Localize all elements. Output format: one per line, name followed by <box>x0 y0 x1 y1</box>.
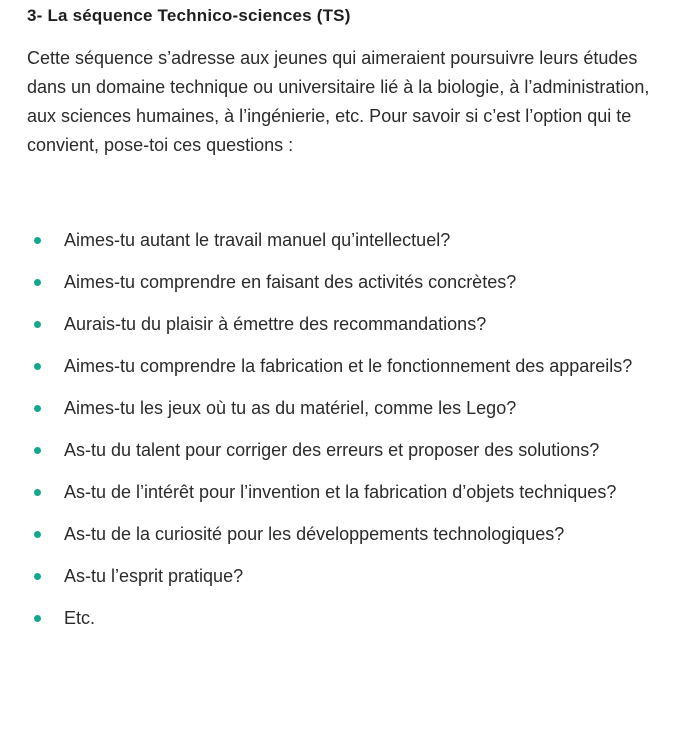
list-item <box>27 520 663 548</box>
question-text: Aimes-tu comprendre la fabrication et le fonctionnement des appareils? <box>64 356 633 376</box>
bullet-icon <box>34 363 41 370</box>
bullet-icon <box>34 573 41 580</box>
question-text: Aimes-tu autant le travail manuel qu’intellectuel? <box>64 230 451 250</box>
list-item <box>27 604 663 632</box>
list-item <box>27 268 663 296</box>
intro-paragraph: Cette séquence s’adresse aux jeunes qui aimeraient poursuivre leurs études dans un domaine technique ou universitaire lié à la biologie, à l’administration, aux sciences humaines, à l’ingénierie, etc. Pour savoir si c’est l’option qui te convient, pose-toi ces questions : <box>27 48 650 155</box>
bullet-icon <box>34 405 41 412</box>
question-text: Aimes-tu les jeux où tu as du matériel, comme les Lego? <box>64 398 517 418</box>
list-item <box>27 436 663 464</box>
list-item <box>27 352 663 380</box>
bullet-icon <box>34 279 41 286</box>
question-text: Aurais-tu du plaisir à émettre des recommandations? <box>64 314 487 334</box>
question-text: As-tu de la curiosité pour les développements technologiques? <box>64 524 565 544</box>
bullet-icon <box>34 489 41 496</box>
list-item <box>27 478 663 506</box>
list-item <box>27 310 663 338</box>
question-text: Aimes-tu comprendre en faisant des activités concrètes? <box>64 272 517 292</box>
bullet-icon <box>34 615 41 622</box>
page-title: 3- La séquence Technico-sciences (TS) <box>27 6 351 25</box>
bullet-icon <box>34 321 41 328</box>
bullet-icon <box>34 531 41 538</box>
question-text: As-tu de l’intérêt pour l’invention et la fabrication d’objets techniques? <box>64 482 617 502</box>
question-text: Etc. <box>64 608 96 628</box>
questions-list <box>27 226 663 632</box>
list-item <box>27 394 663 422</box>
question-text: As-tu l’esprit pratique? <box>64 566 244 586</box>
bullet-icon <box>34 237 41 244</box>
question-text: As-tu du talent pour corriger des erreurs et proposer des solutions? <box>64 440 600 460</box>
list-item <box>27 226 663 254</box>
bullet-icon <box>34 447 41 454</box>
list-item <box>27 562 663 590</box>
